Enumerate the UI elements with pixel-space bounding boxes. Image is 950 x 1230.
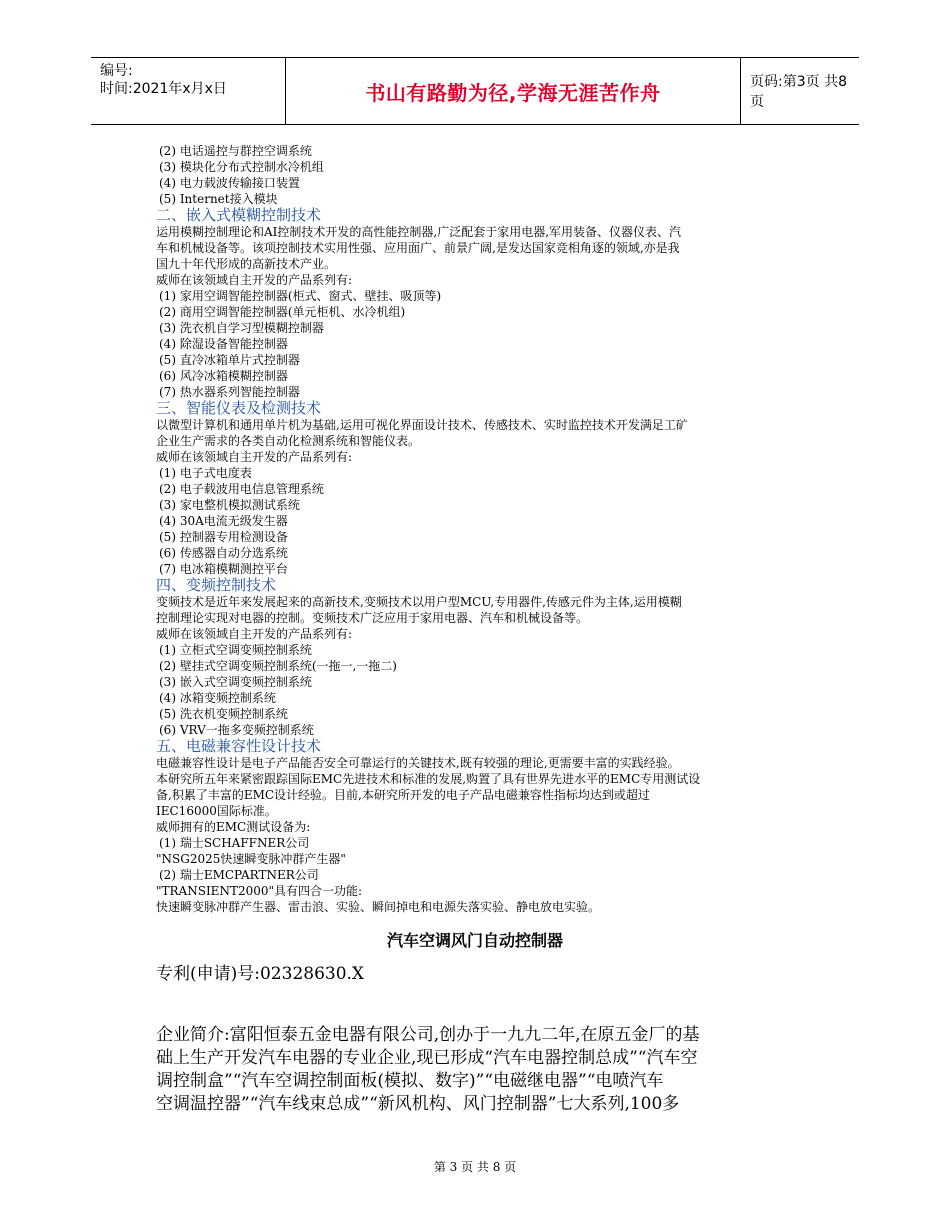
page-footer: 第 3 页 共 8 页	[433, 1160, 517, 1174]
list-item: (6) 风冷冰箱模糊控制器	[159, 369, 288, 383]
list-item: (2) 电子载波用电信息管理系统	[159, 482, 324, 496]
paragraph-line: 快速瞬变脉冲群产生器、雷击浪、实验、瞬间掉电和电源失落实验、静电放电实验。	[156, 900, 601, 914]
list-item: (3) 嵌入式空调变频控制系统	[159, 675, 312, 689]
page-header	[91, 57, 859, 125]
section-heading: 三、智能仪表及检测技术	[156, 400, 322, 417]
paragraph-line: 备,积累了丰富的EMC设计经验。目前,本研究所开发的电子产品电磁兼容性指标均达到或超过	[156, 788, 650, 802]
paragraph-line: 控制理论实现对电器的控制。变频技术广泛应用于家用电器、汽车和机械设备等。	[156, 611, 589, 625]
paragraph-line: 威师在该领域自主开发的产品系列有:	[156, 627, 353, 641]
paragraph-line: "NSG2025快速瞬变脉冲群产生器"	[156, 852, 346, 866]
header-page-number: 页码:第3页 共8页	[750, 74, 847, 110]
list-item: (3) 家电整机模拟测试系统	[159, 498, 300, 512]
list-item: (5) 直冷冰箱单片式控制器	[159, 353, 300, 367]
list-item: (7) 电冰箱模糊测控平台	[159, 562, 288, 576]
paragraph-line: "TRANSIENT2000"具有四合一功能:	[156, 884, 363, 898]
list-item: (4) 除湿设备智能控制器	[159, 337, 288, 351]
paragraph-line: 变频技术是近年来发展起来的高新技术,变频技术以用户型MCU,专用器件,传感元件为主体,运用模糊	[156, 595, 682, 609]
list-item: (1) 瑞士SCHAFFNER公司	[159, 836, 310, 850]
document-time-label: 时间:2021年x月x日	[100, 81, 227, 97]
section-heading: 二、嵌入式模糊控制技术	[156, 207, 322, 224]
header-left-cell	[91, 58, 285, 124]
body-content	[156, 143, 796, 915]
list-item: (7) 热水器系列智能控制器	[159, 385, 300, 399]
company-intro	[156, 1024, 796, 1116]
list-item: (5) 洗衣机变频控制系统	[159, 707, 288, 721]
header-motto-cell	[285, 58, 741, 124]
paragraph-line: 本研究所五年来紧密跟踪国际EMC先进技术和标准的发展,购置了具有世界先进水平的EMC专用测试设	[156, 772, 701, 786]
paragraph-line: 以微型计算机和通用单片机为基础,运用可视化界面设计技术、传感技术、实时监控技术开发满足工矿	[156, 418, 688, 432]
paragraph-line: 电磁兼容性设计是电子产品能否安全可靠运行的关键技术,既有较强的理论,更需要丰富的实践经验。	[156, 756, 680, 770]
list-item: (5) 控制器专用检测设备	[159, 530, 288, 544]
paragraph-line: 国九十年代形成的高新技术产业。	[156, 257, 337, 271]
header-page-cell	[740, 58, 859, 124]
list-item: (1) 立柜式空调变频控制系统	[159, 643, 312, 657]
section-title: 汽车空调风门自动控制器	[386, 931, 563, 950]
intro-line: 空调温控器”“汽车线束总成”“新风机构、风门控制器”七大系列,100多	[156, 1094, 680, 1114]
intro-line: 调控制盒”“汽车空调控制面板(模拟、数字)”“电磁继电器”“电喷汽车	[156, 1071, 664, 1091]
paragraph-line: 企业生产需求的各类自动化检测系统和智能仪表。	[156, 434, 421, 448]
list-item: (1) 电子式电度表	[159, 466, 252, 480]
list-item: (3) 洗衣机自学习型模糊控制器	[159, 321, 324, 335]
list-item: (2) 壁挂式空调变频控制系统(一拖一,一拖二)	[159, 659, 397, 673]
intro-line: 企业简介:富阳恒泰五金电器有限公司,创办于一九九二年,在原五金厂的基	[156, 1025, 700, 1045]
section-heading: 五、电磁兼容性设计技术	[156, 738, 322, 755]
list-item: (6) 传感器自动分选系统	[159, 546, 288, 560]
list-item: (6) VRV一拖多变频控制系统	[159, 723, 314, 737]
paragraph-line: IEC16000国际标准。	[156, 804, 277, 818]
list-item: (3) 模块化分布式控制水冷机组	[159, 160, 324, 174]
list-item: (5) Internet接入模块	[159, 192, 278, 206]
list-item: (2) 商用空调智能控制器(单元柜机、水冷机组)	[159, 305, 406, 319]
paragraph-line: 威师在该领域自主开发的产品系列有:	[156, 273, 353, 287]
patent-number: 专利(申请)号:02328630.X	[156, 964, 365, 984]
list-item: (1) 家用空调智能控制器(柜式、窗式、壁挂、吸顶等)	[159, 289, 442, 303]
document-number-label: 编号:	[100, 63, 133, 79]
list-item: (2) 电话遥控与群控空调系统	[159, 144, 312, 158]
list-item: (4) 冰箱变频控制系统	[159, 691, 276, 705]
paragraph-line: 运用模糊控制理论和AI控制技术开发的高性能控制器,广泛配套于家用电器,军用装备、仪器仪表、汽	[156, 225, 682, 239]
list-item: (2) 瑞士EMCPARTNER公司	[159, 868, 319, 882]
paragraph-line: 威师拥有的EMC测试设备为:	[156, 820, 311, 834]
list-item: (4) 电力载波传输接口装置	[159, 176, 300, 190]
intro-line: 础上生产开发汽车电器的专业企业,现已形成“汽车电器控制总成”“汽车空	[156, 1048, 698, 1068]
list-item: (4) 30A电流无级发生器	[159, 514, 288, 528]
header-motto: 书山有路勤为径,学海无涯苦作舟	[365, 80, 661, 105]
paragraph-line: 车和机械设备等。该项控制技术实用性强、应用面广、前景广阔,是发达国家竞相角逐的领域,亦是我	[156, 241, 680, 255]
paragraph-line: 威师在该领域自主开发的产品系列有:	[156, 450, 353, 464]
section-heading: 四、变频控制技术	[156, 577, 277, 594]
